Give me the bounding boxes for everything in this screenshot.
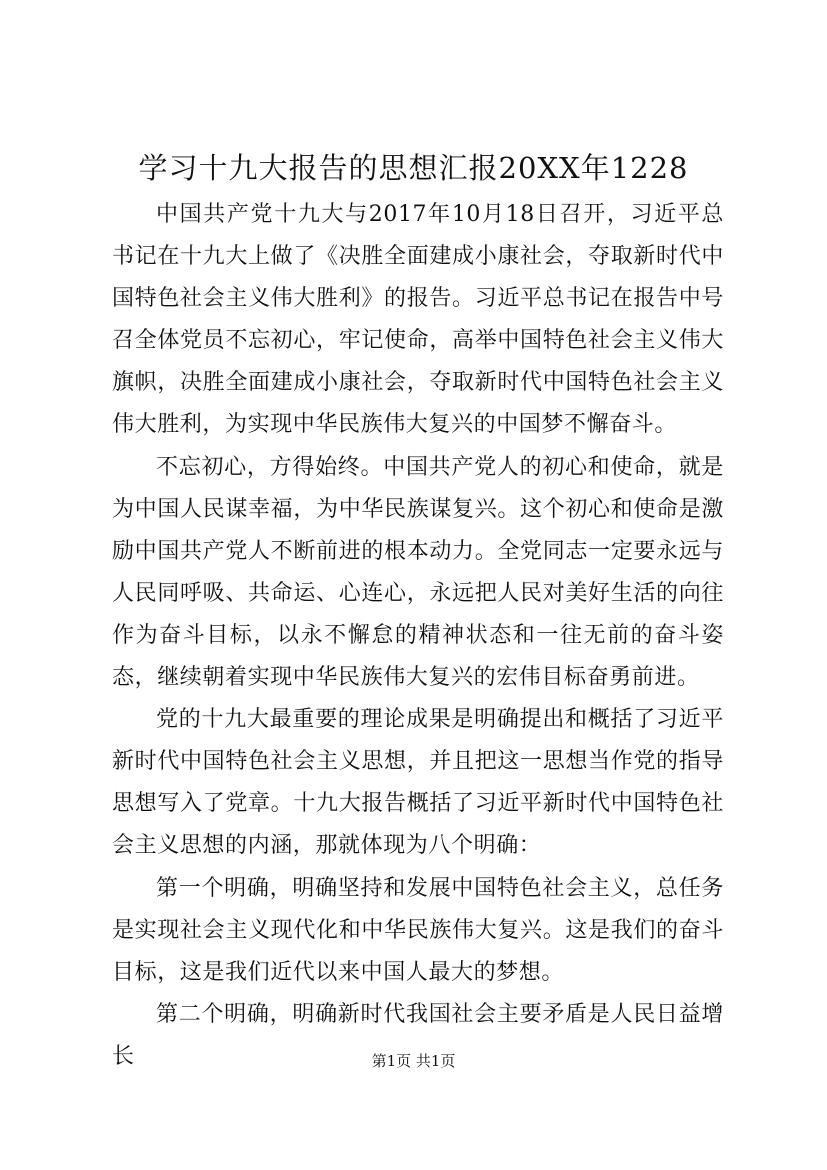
- document-body: [112, 194, 724, 1078]
- paragraph-5: 第二个明确，明确新时代我国社会主要矛盾是人民日益增长: [112, 1001, 724, 1069]
- document-title: 学习十九大报告的思想汇报20XX年1228: [138, 151, 689, 185]
- paragraph-2: 不忘初心，方得始终。中国共产党人的初心和使命，就是为中国人民谋幸福，为中华民族谋复兴。这个初心和使命是激励中国共产党人不断前进的根本动力。全党同志一定要永远与人民同呼吸、共命运、心连心，永远把人民对美好生活的向往作为奋斗目标，以永不懈怠的精神状态和一往无前的奋斗姿态，继续朝着实现中华民族伟大复兴的宏伟目标奋勇前进。: [112, 454, 724, 691]
- paragraph-3: 党的十九大最重要的理论成果是明确提出和概括了习近平新时代中国特色社会主义思想，并且把这一思想当作党的指导思想写入了党章。十九大报告概括了习近平新时代中国特色社会主义思想的内涵，那就体现为八个明确：: [112, 707, 724, 859]
- paragraph-4: 第一个明确，明确坚持和发展中国特色社会主义，总任务是实现社会主义现代化和中华民族伟大复兴。这是我们的奋斗目标，这是我们近代以来中国人最大的梦想。: [112, 875, 724, 985]
- paragraph-1: 中国共产党十九大与2017年10月18日召开，习近平总书记在十九大上做了《决胜全面建成小康社会，夺取新时代中国特色社会主义伟大胜利》的报告。习近平总书记在报告中号召全体党员不忘初心，牢记使命，高举中国特色社会主义伟大旗帜，决胜全面建成小康社会，夺取新时代中国特色社会主义伟大胜利，为实现中华民族伟大复兴的中国梦不懈奋斗。: [112, 202, 724, 438]
- page-number-footer: 第1页 共1页: [371, 1052, 456, 1070]
